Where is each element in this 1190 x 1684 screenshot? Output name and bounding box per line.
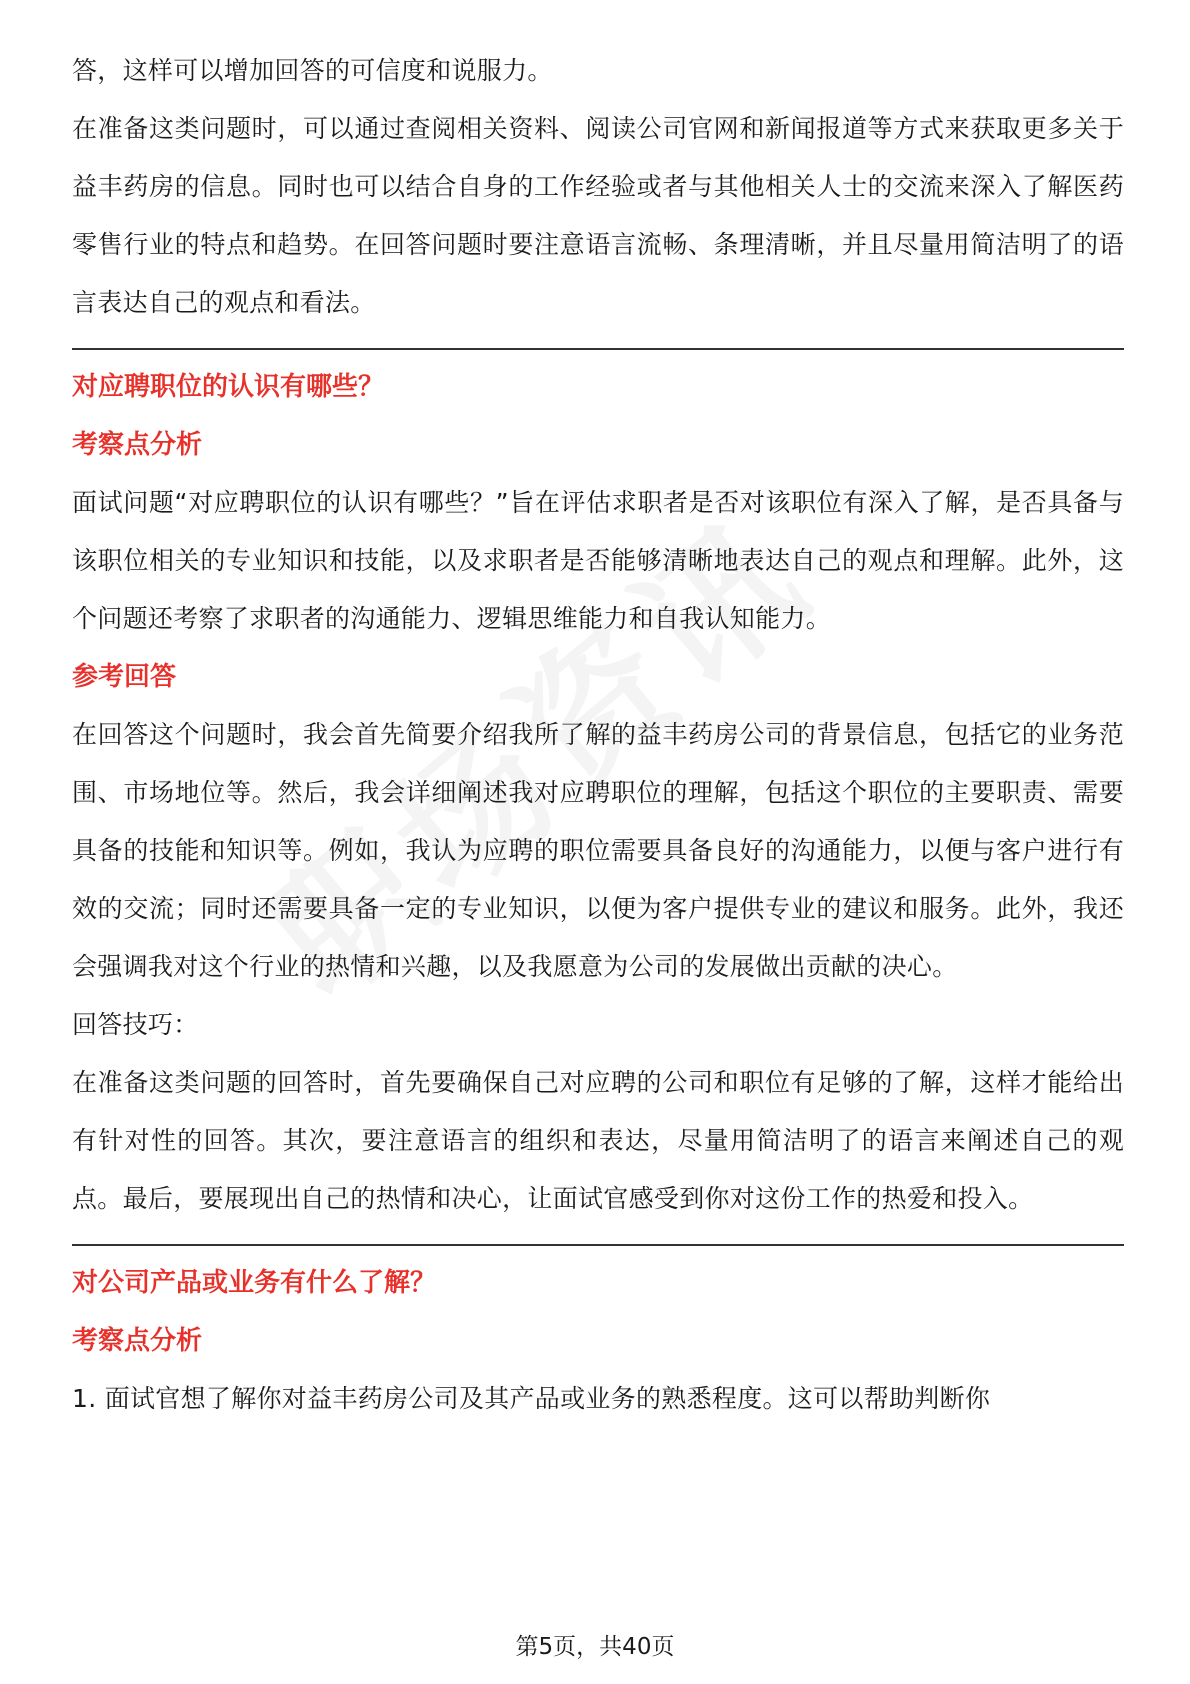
section-divider xyxy=(72,348,1124,350)
analysis-item-1: 1. 面试官想了解你对益丰药房公司及其产品或业务的熟悉程度。这可以帮助判断你 xyxy=(72,1384,991,1413)
tips-text-1: 在准备这类问题的回答时，首先要确保自己对应聘的公司和职位有足够的了解，这样才能给出有针对性的回答。其次，要注意语言的组织和表达，尽量用简洁明了的语言来阐述自己的观点。最后，要展现出自己的热情和决心，让面试官感受到你对这份工作的热爱和投入。 xyxy=(72,1068,1124,1213)
answer-text-1: 在回答这个问题时，我会首先简要介绍我所了解的益丰药房公司的背景信息，包括它的业务范围、市场地位等。然后，我会详细阐述我对应聘职位的理解，包括这个职位的主要职责、需要具备的技能和知识等。例如，我认为应聘的职位需要具备良好的沟通能力，以便与客户进行有效的交流；同时还需要具备一定的专业知识，以便为客户提供专业的建议和服务。此外，我还会强调我对这个行业的热情和兴趣，以及我愿意为公司的发展做出贡献的决心。 xyxy=(72,720,1124,981)
document-body xyxy=(72,42,1124,1428)
question-title-2: 对公司产品或业务有什么了解？ xyxy=(72,1268,437,1298)
page-number: 第5页，共40页 xyxy=(515,1634,675,1660)
intro-paragraph-1: 答，这样可以增加回答的可信度和说服力。 xyxy=(72,56,553,85)
section-divider xyxy=(72,1244,1124,1246)
tips-label-1: 回答技巧： xyxy=(72,1010,199,1039)
answer-heading-1: 参考回答 xyxy=(72,662,177,692)
analysis-text-1: 面试问题“对应聘职位的认识有哪些？”旨在评估求职者是否对该职位有深入了解，是否具备与该职位相关的专业知识和技能，以及求职者是否能够清晰地表达自己的观点和理解。此外，这个问题还考察了求职者的沟通能力、逻辑思维能力和自我认知能力。 xyxy=(72,488,1124,633)
intro-paragraph-2: 在准备这类问题时，可以通过查阅相关资料、阅读公司官网和新闻报道等方式来获取更多关于益丰药房的信息。同时也可以结合自身的工作经验或者与其他相关人士的交流来深入了解医药零售行业的特点和趋势。在回答问题时要注意语言流畅、条理清晰，并且尽量用简洁明了的语言表达自己的观点和看法。 xyxy=(72,114,1124,317)
analysis-heading-2: 考察点分析 xyxy=(72,1326,203,1356)
question-title-1: 对应聘职位的认识有哪些？ xyxy=(72,372,385,402)
analysis-heading-1: 考察点分析 xyxy=(72,430,203,460)
